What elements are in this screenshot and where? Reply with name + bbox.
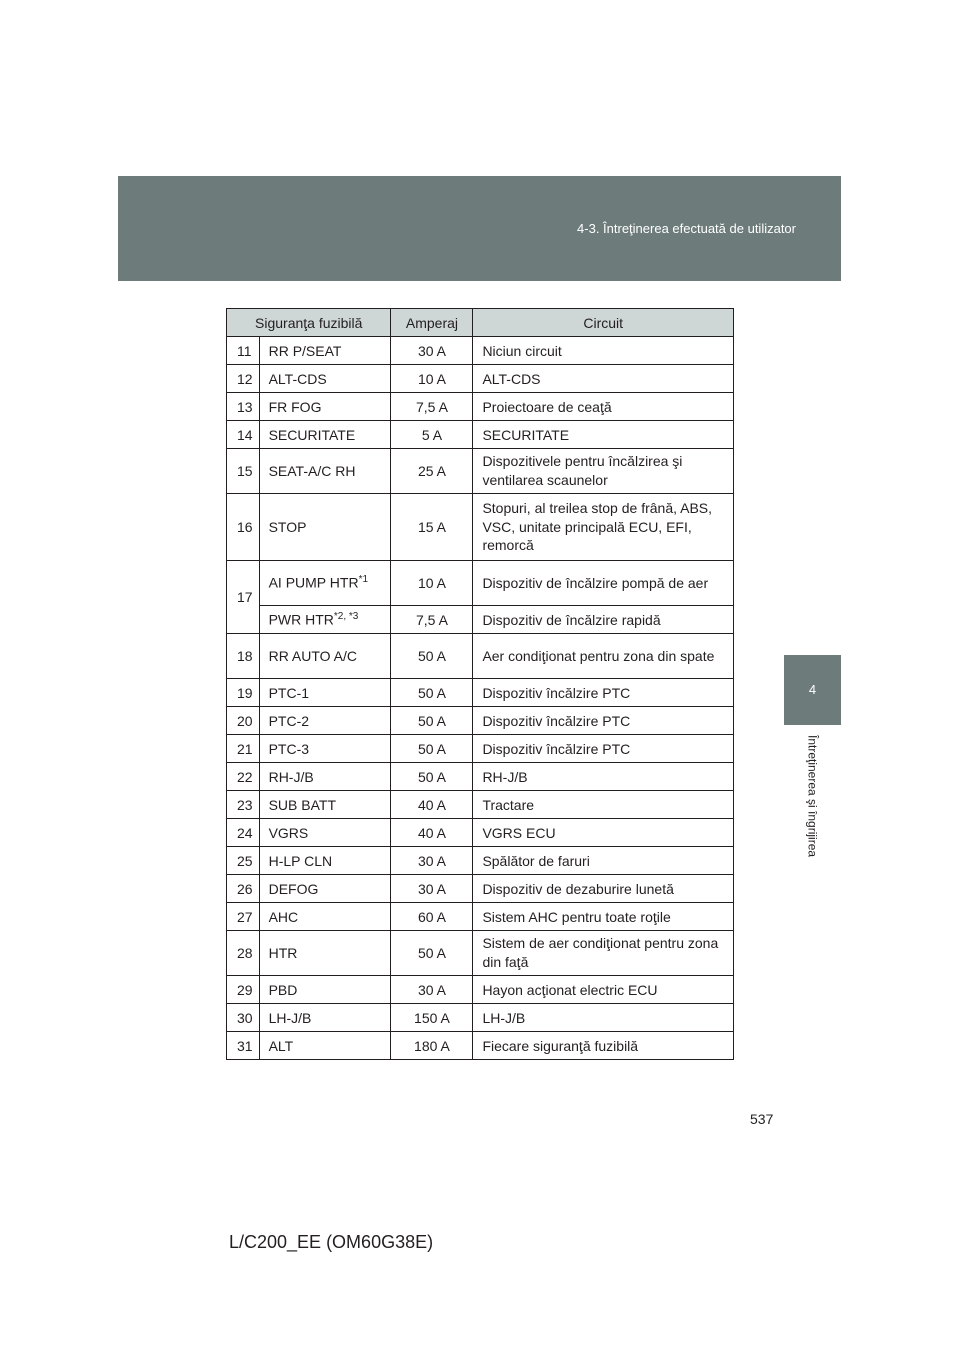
- fuse-circuit: Spălător de faruri: [473, 847, 734, 875]
- fuse-name: LH-J/B: [259, 1004, 391, 1032]
- fuse-name: PTC-1: [259, 679, 391, 707]
- table-row: [227, 847, 734, 875]
- fuse-number: 22: [227, 763, 260, 791]
- fuse-amperage: 180 A: [391, 1032, 473, 1060]
- page-number: 537: [750, 1111, 774, 1127]
- header-amperage: Amperaj: [391, 309, 473, 337]
- fuse-circuit: Dispozitiv de încălzire pompă de aer: [473, 561, 734, 606]
- header-fuse: Siguranţa fuzibilă: [227, 309, 391, 337]
- fuse-number: 31: [227, 1032, 260, 1060]
- fuse-circuit: RH-J/B: [473, 763, 734, 791]
- fuse-amperage: 50 A: [391, 707, 473, 735]
- fuse-circuit: Niciun circuit: [473, 337, 734, 365]
- fuse-number: 23: [227, 791, 260, 819]
- fuse-circuit: Proiectoare de ceaţă: [473, 393, 734, 421]
- fuse-name: PTC-3: [259, 735, 391, 763]
- fuse-number: 25: [227, 847, 260, 875]
- fuse-amperage: 50 A: [391, 679, 473, 707]
- table-row: [227, 561, 734, 606]
- fuse-number: 15: [227, 449, 260, 494]
- table-row: [227, 707, 734, 735]
- fuse-amperage: 30 A: [391, 847, 473, 875]
- fuse-amperage: 15 A: [391, 494, 473, 561]
- header-circuit: Circuit: [473, 309, 734, 337]
- table-row: [227, 449, 734, 494]
- fuse-number: 28: [227, 931, 260, 976]
- fuse-circuit: LH-J/B: [473, 1004, 734, 1032]
- fuse-circuit: Sistem AHC pentru toate roţile: [473, 903, 734, 931]
- fuse-number: 30: [227, 1004, 260, 1032]
- fuse-circuit: Dispozitiv de încălzire rapidă: [473, 606, 734, 634]
- document-code: L/C200_EE (OM60G38E): [229, 1232, 434, 1252]
- fuse-amperage: 30 A: [391, 337, 473, 365]
- fuse-table: [226, 308, 734, 1060]
- fuse-amperage: 40 A: [391, 791, 473, 819]
- fuse-amperage: 5 A: [391, 421, 473, 449]
- chapter-label: Întreţinerea şi îngrijirea: [805, 735, 820, 858]
- fuse-number: 17: [227, 561, 260, 634]
- fuse-name: RR AUTO A/C: [259, 634, 391, 679]
- fuse-number: 20: [227, 707, 260, 735]
- fuse-name: ALT-CDS: [259, 365, 391, 393]
- table-row: [227, 875, 734, 903]
- fuse-name: VGRS: [259, 819, 391, 847]
- table-row: [227, 903, 734, 931]
- fuse-number: 19: [227, 679, 260, 707]
- table-row: [227, 763, 734, 791]
- fuse-name: ALT: [259, 1032, 391, 1060]
- fuse-name: H-LP CLN: [259, 847, 391, 875]
- fuse-name: PBD: [259, 976, 391, 1004]
- fuse-amperage: 10 A: [391, 561, 473, 606]
- fuse-name-text: AI PUMP HTR: [268, 574, 359, 591]
- table-row: [227, 735, 734, 763]
- fuse-circuit: ALT-CDS: [473, 365, 734, 393]
- fuse-number: 14: [227, 421, 260, 449]
- section-header-band: [118, 176, 841, 281]
- fuse-name-text: PWR HTR: [268, 611, 334, 628]
- table-row: [227, 1004, 734, 1032]
- fuse-circuit: Dispozitiv încălzire PTC: [473, 679, 734, 707]
- fuse-name: SECURITATE: [259, 421, 391, 449]
- fuse-number: 11: [227, 337, 260, 365]
- fuse-name: DEFOG: [259, 875, 391, 903]
- table-row: [227, 931, 734, 976]
- table-row: [227, 393, 734, 421]
- fuse-name: AHC: [259, 903, 391, 931]
- fuse-amperage: 50 A: [391, 634, 473, 679]
- fuse-number: 18: [227, 634, 260, 679]
- fuse-circuit: Sistem de aer condiţionat pentru zona din faţă: [473, 931, 734, 976]
- footnote-marker: *1: [358, 574, 369, 586]
- footnote-marker: *2, *3: [333, 611, 359, 623]
- fuse-amperage: 7,5 A: [391, 393, 473, 421]
- table-row: [227, 606, 734, 634]
- fuse-name: HTR: [259, 931, 391, 976]
- fuse-circuit: Dispozitiv încălzire PTC: [473, 707, 734, 735]
- fuse-amperage: 10 A: [391, 365, 473, 393]
- fuse-number: 16: [227, 494, 260, 561]
- table-row: [227, 1032, 734, 1060]
- fuse-name: [259, 561, 391, 606]
- fuse-amperage: 25 A: [391, 449, 473, 494]
- fuse-circuit: Aer condiţionat pentru zona din spate: [473, 634, 734, 679]
- fuse-circuit: SECURITATE: [473, 421, 734, 449]
- fuse-number: 29: [227, 976, 260, 1004]
- fuse-amperage: 50 A: [391, 931, 473, 976]
- table-header-row: [227, 309, 734, 337]
- fuse-circuit: Dispozitivele pentru încălzirea şi ventilarea scaunelor: [473, 449, 734, 494]
- fuse-name: [259, 606, 391, 634]
- chapter-tab[interactable]: 4: [784, 655, 841, 725]
- table-row: [227, 976, 734, 1004]
- fuse-circuit: Tractare: [473, 791, 734, 819]
- fuse-name: FR FOG: [259, 393, 391, 421]
- fuse-amperage: 40 A: [391, 819, 473, 847]
- table-row: [227, 679, 734, 707]
- fuse-name: STOP: [259, 494, 391, 561]
- section-title: 4-3. Întreţinerea efectuată de utilizator: [577, 221, 796, 236]
- fuse-amperage: 30 A: [391, 875, 473, 903]
- fuse-number: 13: [227, 393, 260, 421]
- table-row: [227, 634, 734, 679]
- fuse-amperage: 50 A: [391, 735, 473, 763]
- table-row: [227, 494, 734, 561]
- table-row: [227, 819, 734, 847]
- table-row: [227, 365, 734, 393]
- fuse-amperage: 30 A: [391, 976, 473, 1004]
- fuse-number: 27: [227, 903, 260, 931]
- table-row: [227, 791, 734, 819]
- fuse-number: 12: [227, 365, 260, 393]
- fuse-name: RR P/SEAT: [259, 337, 391, 365]
- fuse-name: SUB BATT: [259, 791, 391, 819]
- fuse-number: 26: [227, 875, 260, 903]
- fuse-circuit: Hayon acţionat electric ECU: [473, 976, 734, 1004]
- fuse-number: 21: [227, 735, 260, 763]
- fuse-amperage: 7,5 A: [391, 606, 473, 634]
- table-row: [227, 337, 734, 365]
- table-row: [227, 421, 734, 449]
- fuse-amperage: 50 A: [391, 763, 473, 791]
- fuse-circuit: Fiecare siguranţă fuzibilă: [473, 1032, 734, 1060]
- fuse-name: RH-J/B: [259, 763, 391, 791]
- fuse-name: PTC-2: [259, 707, 391, 735]
- fuse-circuit: VGRS ECU: [473, 819, 734, 847]
- fuse-name: SEAT-A/C RH: [259, 449, 391, 494]
- fuse-amperage: 60 A: [391, 903, 473, 931]
- fuse-circuit: Dispozitiv de dezaburire lunetă: [473, 875, 734, 903]
- fuse-circuit: Stopuri, al treilea stop de frână, ABS, VSC, unitate principală ECU, EFI, remorcă: [473, 494, 734, 561]
- fuse-amperage: 150 A: [391, 1004, 473, 1032]
- fuse-circuit: Dispozitiv încălzire PTC: [473, 735, 734, 763]
- fuse-number: 24: [227, 819, 260, 847]
